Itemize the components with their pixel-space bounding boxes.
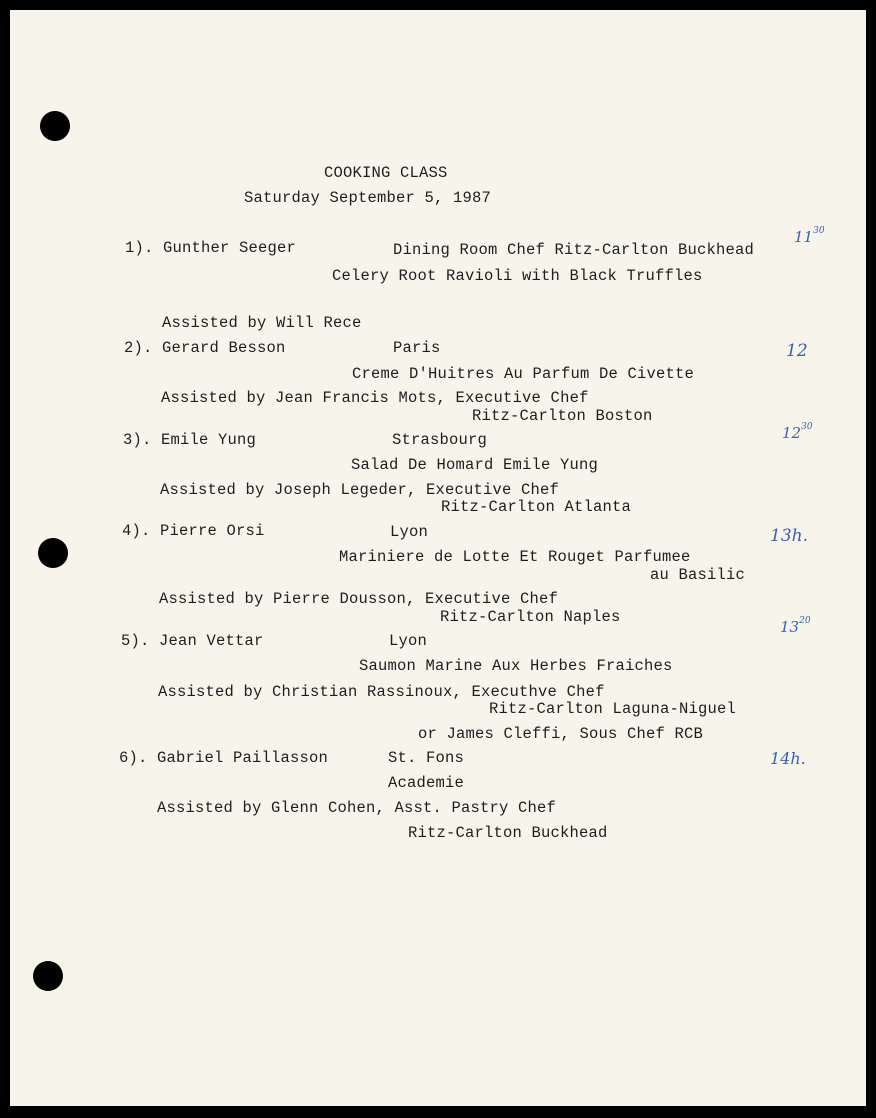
punch-hole-bottom bbox=[33, 961, 63, 991]
entry-2-location: Paris bbox=[393, 339, 441, 357]
entry-6-chef: 6). Gabriel Paillasson bbox=[119, 749, 329, 767]
handwritten-time-4: 13h. bbox=[770, 526, 808, 546]
entry-4-location: Lyon bbox=[390, 523, 429, 541]
entry-1-chef: 1). Gunther Seeger bbox=[125, 239, 297, 257]
handwritten-time-6: 14h. bbox=[770, 749, 806, 768]
entry-6-assistant: Assisted by Glenn Cohen, Asst. Pastry Chef bbox=[157, 799, 557, 817]
entry-1-assistant: Assisted by Will Rece bbox=[162, 314, 362, 332]
entry-6-location: St. Fons bbox=[388, 749, 465, 767]
entry-4-assistant-hotel: Ritz-Carlton Naples bbox=[440, 608, 621, 626]
document-title: COOKING CLASS bbox=[324, 164, 448, 182]
entry-4-chef: 4). Pierre Orsi bbox=[122, 522, 265, 540]
entry-4-dish: Mariniere de Lotte Et Rouget Parfumee bbox=[339, 548, 691, 566]
entry-6-assistant-hotel: Ritz-Carlton Buckhead bbox=[408, 824, 608, 842]
entry-6-dish: Academie bbox=[388, 774, 465, 792]
entry-1-dish: Celery Root Ravioli with Black Truffles bbox=[332, 267, 703, 285]
entry-5-assistant-hotel: Ritz-Carlton Laguna-Niguel bbox=[489, 700, 737, 718]
entry-5-dish: Saumon Marine Aux Herbes Fraiches bbox=[359, 657, 673, 675]
entry-5-chef: 5). Jean Vettar bbox=[121, 632, 264, 650]
entry-3-chef: 3). Emile Yung bbox=[123, 431, 257, 449]
entry-5-alternate-assistant: or James Cleffi, Sous Chef RCB bbox=[418, 725, 704, 743]
entry-5-assistant: Assisted by Christian Rassinoux, Executhve Chef bbox=[158, 683, 605, 701]
entry-2-dish: Creme D'Huitres Au Parfum De Civette bbox=[352, 365, 695, 383]
handwritten-time-3: $12^{30}$ bbox=[782, 422, 813, 442]
entry-2-assistant: Assisted by Jean Francis Mots, Executive Chef bbox=[161, 389, 589, 407]
handwritten-time-1: $11^{30}$ bbox=[794, 226, 825, 246]
punch-hole-top bbox=[40, 111, 70, 141]
entry-3-dish: Salad De Homard Emile Yung bbox=[351, 456, 599, 474]
handwritten-time-2: 12 bbox=[786, 341, 808, 361]
handwritten-time-5: $13^{20}$ bbox=[780, 616, 811, 636]
entry-4-assistant: Assisted by Pierre Dousson, Executive Chef bbox=[159, 590, 559, 608]
entry-2-assistant-hotel: Ritz-Carlton Boston bbox=[472, 407, 653, 425]
entry-4-dish-continued: au Basilic bbox=[650, 566, 746, 584]
punch-hole-middle bbox=[38, 538, 68, 568]
entry-3-assistant: Assisted by Joseph Legeder, Executive Chef bbox=[160, 481, 560, 499]
entry-2-chef: 2). Gerard Besson bbox=[124, 339, 286, 357]
entry-3-assistant-hotel: Ritz-Carlton Atlanta bbox=[441, 498, 632, 516]
entry-5-location: Lyon bbox=[389, 632, 428, 650]
entry-3-location: Strasbourg bbox=[392, 431, 488, 449]
document-date: Saturday September 5, 1987 bbox=[244, 189, 492, 207]
entry-1-location: Dining Room Chef Ritz-Carlton Buckhead bbox=[393, 241, 755, 259]
